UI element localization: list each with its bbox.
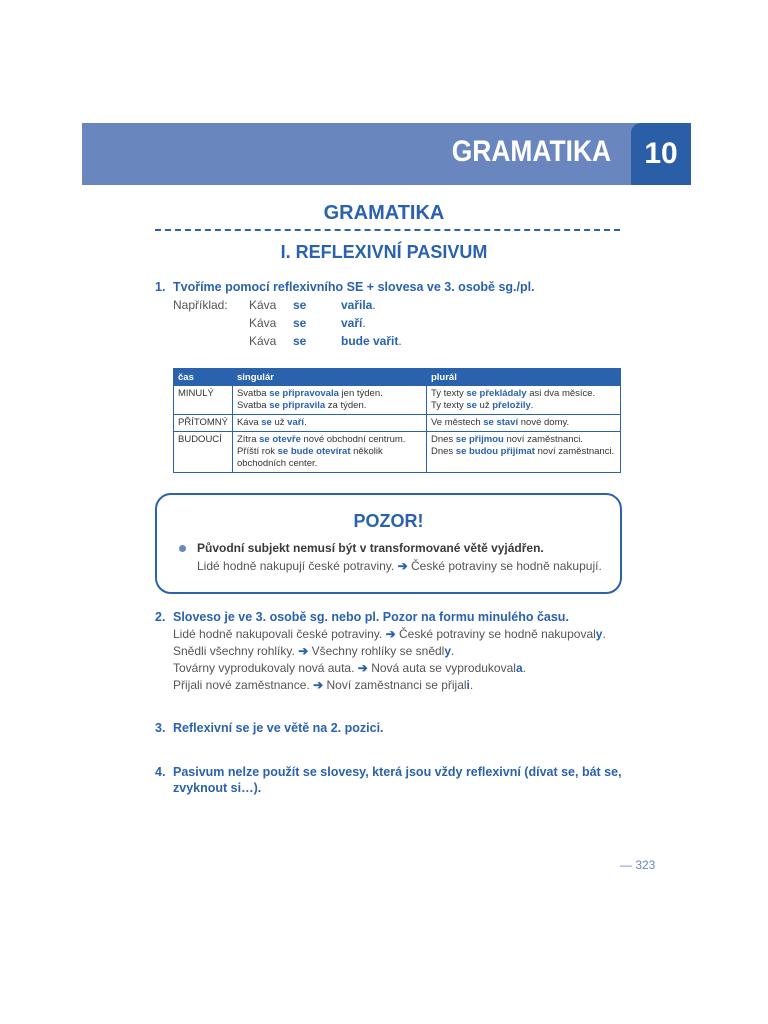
tense-cell: PŘÍTOMNÝ (174, 415, 233, 432)
singular-cell: Káva se už vaří. (232, 415, 426, 432)
arrow-right-icon: ➔ (357, 661, 368, 675)
example-line: Lidé hodně nakupovali české potraviny. ➔ České potraviny se hodně nakupovaly. (173, 627, 606, 641)
arrow-right-icon: ➔ (385, 627, 396, 641)
arrow-right-icon: ➔ (397, 559, 408, 573)
tense-cell: MINULÝ (174, 386, 233, 415)
table-row (174, 415, 621, 432)
example-line: Továrny vyprodukovaly nová auta. ➔ Nová auta se vyprodukovala. (173, 661, 526, 675)
rule-1-title: Tvoříme pomocí reflexivního SE + slovesa ve 3. osobě sg./pl. (173, 280, 535, 294)
example-line: Snědli všechny rohlíky. ➔ Všechny rohlíky se snědly. (173, 644, 455, 658)
page-number: — 323 (620, 858, 656, 872)
rule-3-title: Reflexivní se je ve větě na 2. pozici. (173, 721, 384, 735)
pozor-example: Lidé hodně nakupují české potraviny. ➔ České potraviny se hodně nakupují. (197, 559, 602, 573)
bullet-icon (179, 545, 186, 552)
conjugation-table (173, 368, 621, 473)
chapter-number: 10 (631, 123, 691, 185)
singular-cell: Zítra se otevře nové obchodní centrum. Příští rok se bude otevírat několik obchodních center. (232, 432, 426, 473)
example-label: Například: (173, 298, 228, 312)
plural-cell: Ve městech se staví nové domy. (426, 415, 620, 432)
table-row (174, 386, 621, 415)
singular-cell: Svatba se připravovala jen týden. Svatba se připravila za týden. (232, 386, 426, 415)
arrow-right-icon: ➔ (313, 678, 324, 692)
rule-3: 3. Reflexivní se je ve větě na 2. pozici. (155, 721, 384, 735)
plural-cell: Dnes se přijmou noví zaměstnanci. Dnes se budou přijímat noví zaměstnanci. (426, 432, 620, 473)
rule-2: 2. Sloveso je ve 3. osobě sg. nebo pl. Pozor na formu minulého času. Lidé hodně nakupovali české potraviny. ➔ České potraviny se hodně nakupovaly. Snědli všechny rohlíky. ➔ Všechny rohlíky se snědly. Továrny vyprodukovaly nová auta. ➔ Nová auta se vyprodukovala. Přijali nové zaměstnance. ➔ Noví zaměstnanci se přijali. (155, 610, 606, 692)
banner-title: GRAMATIKA (451, 135, 611, 168)
column-header: plurál (426, 369, 620, 386)
rule-1: 1. Tvoříme pomocí reflexivního SE + slovesa ve 3. osobě sg./pl. (155, 280, 535, 294)
column-header: čas (174, 369, 233, 386)
arrow-right-icon: ➔ (298, 644, 309, 658)
pozor-callout (155, 493, 622, 594)
pozor-title: POZOR! (353, 511, 424, 531)
dashed-divider (155, 229, 620, 231)
column-header: singulár (232, 369, 426, 386)
table-row (174, 432, 621, 473)
section-heading: I. REFLEXIVNÍ PASIVUM (280, 242, 488, 262)
rule-4: 4. Pasivum nelze použít se slovesy, která jsou vždy reflexivní (dívat se, bát se, zvyknout si…). (155, 764, 625, 796)
pozor-point: Původní subjekt nemusí být v transformované větě vyjádřen. (197, 541, 544, 555)
rule-4-title: Pasivum nelze použít se slovesy, která jsou vždy reflexivní (dívat se, bát se, zvyknout si…). (173, 765, 622, 795)
tense-cell: BUDOUCÍ (174, 432, 233, 473)
chapter-banner (82, 123, 691, 185)
plural-cell: Ty texty se překládaly asi dva měsíce. Ty texty se už přeložily. (426, 386, 620, 415)
example-line: Přijali nové zaměstnance. ➔ Noví zaměstnanci se přijali. (173, 678, 474, 692)
rule-2-title: Sloveso je ve 3. osobě sg. nebo pl. Pozor na formu minulého času. (173, 610, 569, 624)
page-heading: GRAMATIKA (323, 202, 445, 224)
